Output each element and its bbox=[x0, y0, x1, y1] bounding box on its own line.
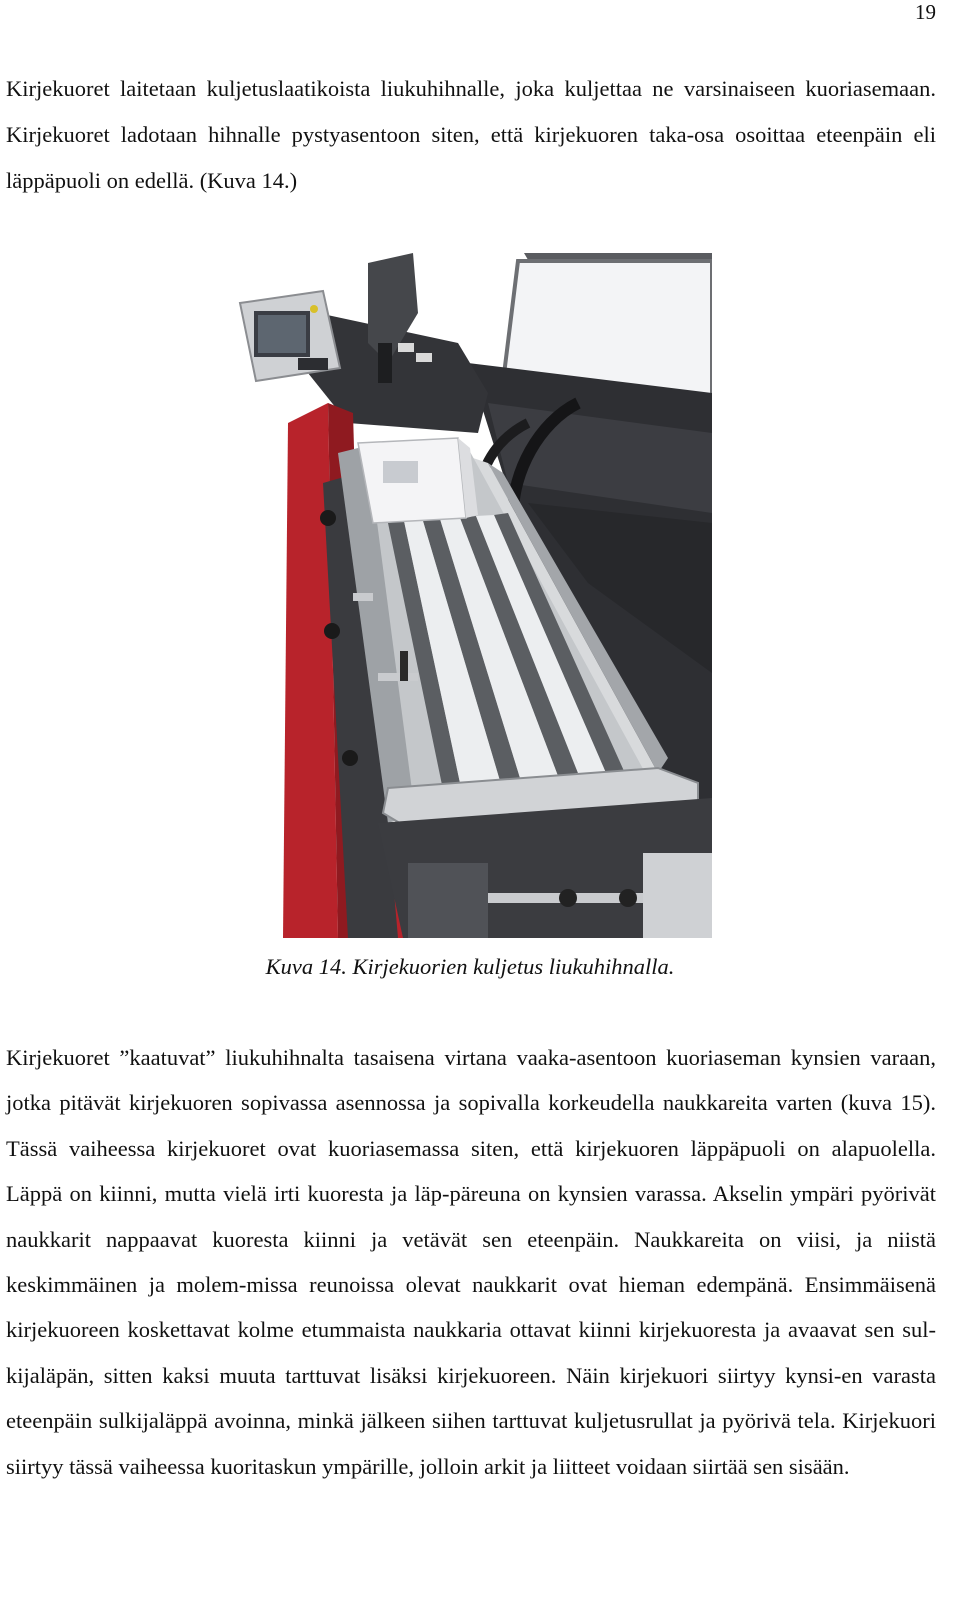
paragraph-process: Kirjekuoret ”kaatuvat” liukuhihnalta tasaisena virtana vaaka-asentoon kuoriaseman kynsien varaan, jotka pitävät kirjekuoren sopivassa asennossa ja sopivalla korkeudella naukkareita varten (kuva 15). Tässä vaiheessa kirjekuoret ovat kuoriasemassa siten, että kirjekuoren läppäpuoli on alapuolella. Läppä on kiinni, mutta vielä irti kuoresta ja läp-päreuna on kynsien varassa. Akselin ympäri pyörivät naukkarit nappaavat kuoresta kiinni ja vetävät sen eteenpäin. Naukkareita on viisi, ja niistä keskimmäinen ja molem-missa reunoissa olevat naukkarit ovat hieman edempänä. Ensimmäisenä kirjekuoreen koskettavat kolme etummaista naukkaria ottavat kiinni kirjekuoresta ja avaavat sen sul-kijaläpän, sitten kaksi muuta tarttuvat lisäksi kirjekuoreen. Näin kirjekuori siirtyy kynsi-en varasta eteenpäin sulkijaläppä avoinna, minkä jälkeen siihen tarttuvat kuljetusrullat ja pyörivä tela. Kirjekuori siirtyy tässä vaiheessa kuoritaskun ympärille, jolloin arkit ja liitteet voidaan siirtää sen sisään. bbox=[6, 1045, 936, 1479]
conveyor-machine-illustration bbox=[228, 253, 712, 938]
paragraph-intro: Kirjekuoret laitetaan kuljetuslaatikoista liukuhihnalle, joka kuljettaa ne varsinaiseen kuoriasemaan. Kirjekuoret ladotaan hihnalle pystyasentoon siten, että kirjekuoren taka-osa osoittaa eteenpäin eli läppäpuoli on edellä. (Kuva 14.) bbox=[6, 76, 936, 193]
figure-caption: Kuva 14. Kirjekuorien kuljetus liukuhihnalla. bbox=[265, 954, 675, 979]
figure-conveyor-photo bbox=[228, 253, 712, 938]
page-number: 19 bbox=[915, 0, 936, 24]
